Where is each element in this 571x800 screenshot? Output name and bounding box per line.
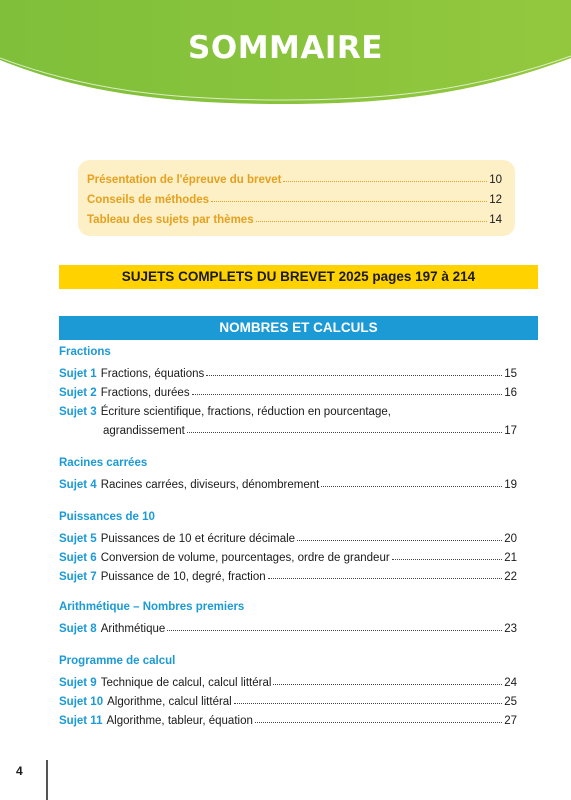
subject-page: 21 (504, 552, 517, 564)
subject-text: Fractions, durées (100, 387, 190, 399)
main-banner: SUJETS COMPLETS DU BREVET 2025 pages 197 à 214 (59, 265, 538, 289)
toc-entry-continuation[interactable] (103, 419, 517, 437)
leader-dots (297, 540, 502, 541)
toc-entry[interactable] (59, 546, 517, 564)
subject-number: Sujet 8 (59, 623, 97, 635)
subject-page: 17 (504, 425, 517, 437)
subject-text: Racines carrées, diviseurs, dénombrement (100, 479, 320, 491)
section-title: Programme de calcul (59, 655, 176, 667)
subject-number: Sujet 10 (59, 696, 104, 708)
leader-dots (392, 559, 503, 560)
leader-dots (192, 394, 503, 395)
header-banner (0, 0, 571, 110)
toc-entry[interactable] (59, 671, 517, 689)
toc-entry[interactable] (87, 168, 502, 186)
subject-number: Sujet 7 (59, 571, 97, 583)
subject-page: 20 (504, 533, 517, 545)
page-divider (46, 760, 48, 800)
leader-dots (256, 221, 488, 222)
subject-page: 19 (504, 479, 517, 491)
toc-entry[interactable] (87, 208, 502, 226)
intro-box (78, 160, 515, 236)
toc-entry[interactable] (59, 527, 517, 545)
subject-page: 25 (504, 696, 517, 708)
subject-number: Sujet 11 (59, 715, 103, 727)
subject-text-continued: agrandissement (103, 425, 185, 437)
toc-entry[interactable] (59, 709, 517, 727)
subject-number: Sujet 3 (59, 406, 97, 418)
toc-entry[interactable] (59, 690, 517, 708)
toc-entry-label: Présentation de l'épreuve du brevet (87, 174, 282, 186)
leader-dots (283, 181, 487, 182)
leader-dots (206, 375, 502, 376)
toc-entry[interactable] (87, 188, 502, 206)
section-title: Racines carrées (59, 457, 148, 469)
subject-text: Puissance de 10, degré, fraction (100, 571, 266, 583)
subject-text: Algorithme, calcul littéral (107, 696, 232, 708)
subject-number: Sujet 2 (59, 387, 97, 399)
subject-number: Sujet 6 (59, 552, 97, 564)
page-number: 4 (16, 764, 23, 778)
subject-number: Sujet 9 (59, 677, 97, 689)
toc-entry[interactable] (59, 617, 517, 635)
toc-entry[interactable] (59, 565, 517, 583)
toc-entry-label: Tableau des sujets par thèmes (87, 214, 254, 226)
leader-dots (167, 630, 502, 631)
toc-entry-page: 10 (489, 174, 502, 186)
toc-entry-page: 12 (489, 194, 502, 206)
subject-text: Algorithme, tableur, équation (106, 715, 253, 727)
leader-dots (321, 486, 502, 487)
leader-dots (273, 684, 502, 685)
toc-entry-page: 14 (489, 214, 502, 226)
leader-dots (211, 201, 487, 202)
toc-entry[interactable] (59, 381, 517, 399)
toc-entry-label: Conseils de méthodes (87, 194, 210, 206)
subject-page: 16 (504, 387, 517, 399)
subject-number: Sujet 4 (59, 479, 97, 491)
toc-entry[interactable] (59, 400, 517, 418)
page-title: SOMMAIRE (188, 30, 383, 66)
toc-entry[interactable] (59, 473, 517, 491)
leader-dots (187, 432, 502, 433)
subject-page: 23 (504, 623, 517, 635)
leader-dots (255, 722, 502, 723)
subject-text: Fractions, équations (100, 368, 205, 380)
subject-page: 27 (504, 715, 517, 727)
section-banner: NOMBRES ET CALCULS (59, 316, 538, 340)
toc-entry[interactable] (59, 362, 517, 380)
section-title: Arithmétique – Nombres premiers (59, 601, 245, 613)
subject-text: Conversion de volume, pourcentages, ordre de grandeur (100, 552, 390, 564)
leader-dots (234, 703, 502, 704)
subject-text: Écriture scientifique, fractions, réduction en pourcentage, (100, 406, 391, 418)
subject-number: Sujet 1 (59, 368, 97, 380)
subject-text: Puissances de 10 et écriture décimale (100, 533, 296, 545)
section-title: Puissances de 10 (59, 511, 155, 523)
section-title: Fractions (59, 346, 111, 358)
leader-dots (268, 578, 503, 579)
subject-page: 22 (504, 571, 517, 583)
subject-page: 15 (504, 368, 517, 380)
subject-text: Technique de calcul, calcul littéral (100, 677, 272, 689)
subject-text: Arithmétique (100, 623, 166, 635)
subject-number: Sujet 5 (59, 533, 97, 545)
subject-page: 24 (504, 677, 517, 689)
